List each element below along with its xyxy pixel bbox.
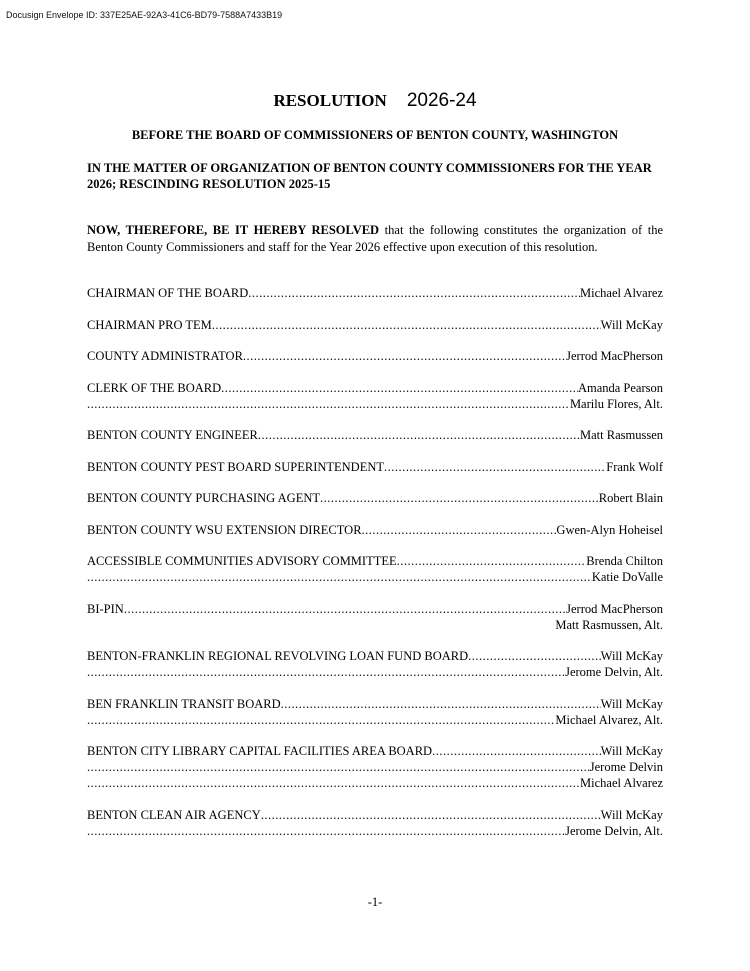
- envelope-id: Docusign Envelope ID: 337E25AE-92A3-41C6-BD79-7588A7433B19: [6, 10, 283, 20]
- dot-leader: [87, 712, 555, 728]
- appointment-entry: [87, 380, 663, 412]
- appointee-name: Michael Alvarez: [580, 286, 663, 300]
- appointment-alternate-line: [87, 759, 663, 775]
- position-title: BENTON COUNTY PURCHASING AGENT: [87, 491, 320, 505]
- dot-leader: [384, 459, 606, 475]
- intro-text: that the following constitutes the organization of the Benton County Commissioners and staff for the Year 2026 effective upon execution of this resolution.: [87, 223, 663, 254]
- dot-leader: [87, 569, 592, 585]
- appointment-line: [87, 285, 663, 301]
- position-title: BENTON CITY LIBRARY CAPITAL FACILITIES AREA BOARD: [87, 744, 433, 758]
- appointee-name: Marilu Flores, Alt.: [569, 396, 663, 411]
- appointee-name: Will McKay: [600, 807, 663, 822]
- dot-leader: [87, 775, 580, 791]
- appointee-name: Gwen-Alyn Hoheisel: [556, 522, 663, 537]
- appointment-alternate-line: [87, 396, 663, 412]
- dot-leader: [248, 285, 580, 301]
- appointment-entry: [87, 553, 663, 585]
- position-title: COUNTY ADMINISTRATOR: [87, 349, 243, 363]
- appointment-entry: [87, 696, 663, 728]
- page-number: -1-: [367, 895, 383, 909]
- appointee-name: Michael Alvarez, Alt.: [555, 712, 663, 727]
- appointee-name: Will McKay: [600, 649, 663, 663]
- board-heading: BEFORE THE BOARD OF COMMISSIONERS OF BENTON COUNTY, WASHINGTON: [131, 128, 619, 142]
- position-title: BENTON COUNTY PEST BOARD SUPERINTENDENT: [87, 459, 385, 474]
- appointment-alternate-line: [87, 664, 663, 680]
- dot-leader: [124, 601, 566, 617]
- dot-leader: [281, 696, 601, 712]
- appointment-line: [87, 696, 663, 712]
- appointment-line: [87, 553, 663, 569]
- dot-leader: [243, 348, 566, 364]
- dot-leader: [468, 648, 601, 664]
- dot-leader: [261, 807, 601, 823]
- dot-leader: [87, 759, 590, 775]
- position-title: ACCESSIBLE COMMUNITIES ADVISORY COMMITTEE: [87, 554, 397, 568]
- appointment-line: [87, 490, 663, 506]
- appointment-entry: [87, 427, 663, 443]
- appointee-name: Frank Wolf: [606, 459, 663, 474]
- appointment-entry: [87, 522, 663, 538]
- appointment-alternate-line: [87, 712, 663, 728]
- appointee-name: Jerrod MacPherson: [566, 601, 663, 616]
- dot-leader: [320, 490, 599, 506]
- appointee-name: Jerome Delvin, Alt.: [565, 665, 663, 679]
- appointment-entry: [87, 648, 663, 680]
- appointment-entry: [87, 348, 663, 364]
- appointment-line: [87, 380, 663, 396]
- dot-leader: [258, 427, 580, 443]
- appointee-name: Will McKay: [600, 317, 663, 332]
- position-title: CLERK OF THE BOARD: [87, 380, 222, 395]
- appointee-name: Brenda Chilton: [586, 554, 663, 568]
- appointment-alternate-line: [87, 617, 663, 633]
- resolution-number: 2026-24: [406, 90, 477, 111]
- appointee-name: Matt Rasmussen: [580, 428, 663, 442]
- position-title: BENTON-FRANKLIN REGIONAL REVOLVING LOAN FUND BOARD: [87, 649, 469, 663]
- intro-bold: NOW, THEREFORE, BE IT HEREBY RESOLVED: [87, 223, 380, 237]
- appointment-entry: [87, 317, 663, 333]
- appointment-entry: [87, 285, 663, 301]
- position-title: BI-PIN: [87, 601, 124, 616]
- appointment-line: [87, 648, 663, 664]
- appointments-list: [87, 285, 663, 854]
- dot-leader: [87, 823, 565, 839]
- position-title: CHAIRMAN PRO TEM: [87, 317, 212, 332]
- matter-heading: IN THE MATTER OF ORGANIZATION OF BENTON COUNTY COMMISSIONERS FOR THE YEAR 2026; RESCINDING RESOLUTION 2025-15: [87, 161, 652, 191]
- appointment-alternate-line: [87, 569, 663, 585]
- dot-leader: [221, 380, 578, 396]
- appointment-line: [87, 427, 663, 443]
- appointment-line: [87, 459, 663, 475]
- appointee-name: Jerome Delvin: [589, 760, 663, 774]
- dot-leader: [397, 553, 587, 569]
- appointee-name: Jerrod MacPherson: [566, 349, 663, 363]
- appointment-alternate-line: [87, 775, 663, 791]
- appointee-name: Robert Blain: [598, 491, 663, 505]
- position-title: CHAIRMAN OF THE BOARD: [87, 286, 249, 300]
- appointee-name: Will McKay: [600, 744, 663, 758]
- appointment-entry: [87, 601, 663, 633]
- appointment-alternate-line: [87, 823, 663, 839]
- dot-leader: [362, 522, 557, 538]
- dot-leader: [212, 317, 601, 333]
- appointment-line: [87, 522, 663, 538]
- intro-paragraph: [87, 222, 663, 255]
- dot-leader: [432, 743, 601, 759]
- appointee-name: Will McKay: [600, 696, 663, 711]
- appointment-entry: [87, 490, 663, 506]
- dot-leader: [87, 664, 565, 680]
- appointment-entry: [87, 743, 663, 791]
- appointee-name: Michael Alvarez: [580, 776, 663, 790]
- position-title: BENTON COUNTY WSU EXTENSION DIRECTOR: [87, 522, 362, 537]
- appointee-name: Katie DoValle: [591, 570, 663, 584]
- appointee-name: Jerome Delvin, Alt.: [565, 823, 663, 838]
- dot-leader: [87, 396, 570, 412]
- position-title: BENTON CLEAN AIR AGENCY: [87, 807, 261, 822]
- title-word: RESOLUTION: [273, 91, 387, 110]
- appointment-line: [87, 743, 663, 759]
- appointment-entry: [87, 459, 663, 475]
- appointment-line: [87, 601, 663, 617]
- appointee-name: Amanda Pearson: [577, 380, 663, 395]
- position-title: BEN FRANKLIN TRANSIT BOARD: [87, 696, 281, 711]
- appointee-name: Matt Rasmussen, Alt.: [555, 617, 663, 632]
- appointment-line: [87, 807, 663, 823]
- appointment-line: [87, 348, 663, 364]
- appointment-line: [87, 317, 663, 333]
- appointment-entry: [87, 807, 663, 839]
- position-title: BENTON COUNTY ENGINEER: [87, 428, 258, 442]
- resolution-title: [0, 90, 750, 112]
